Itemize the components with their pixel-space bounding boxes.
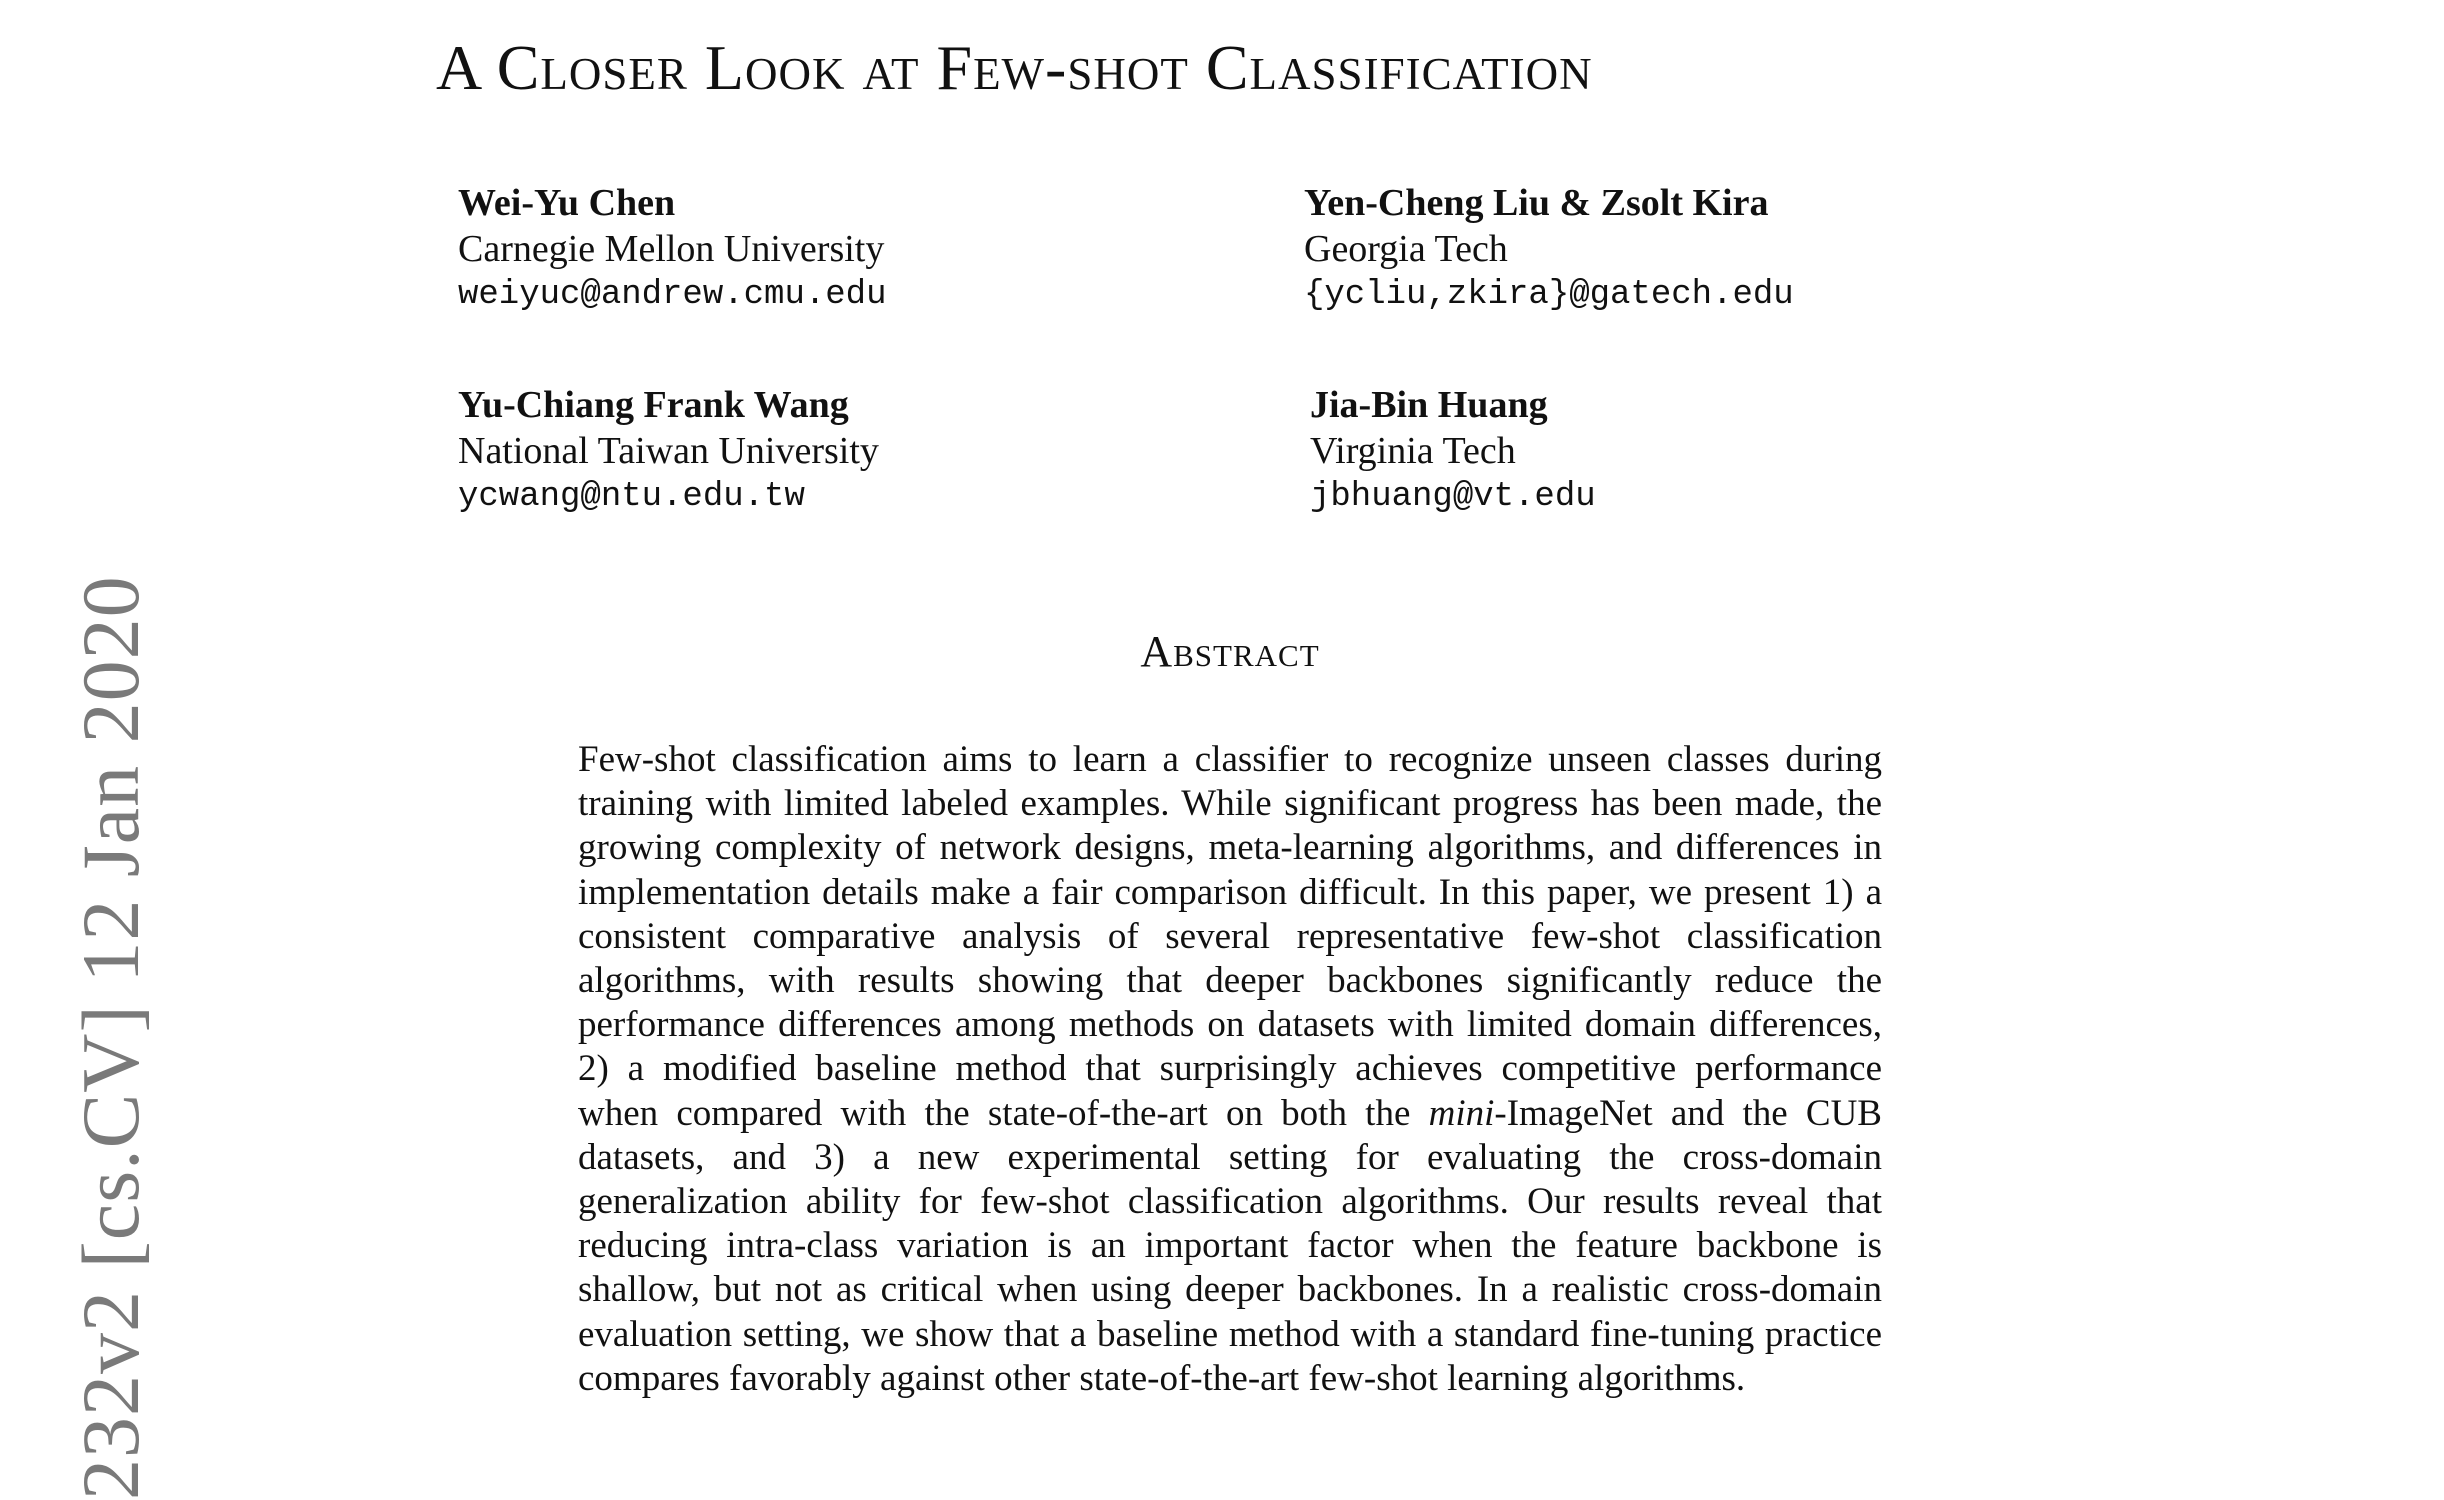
author-affiliation: Virginia Tech: [1310, 430, 1516, 472]
abstract-heading: Abstract: [1140, 627, 1320, 676]
author-name: Wei-Yu Chen: [458, 182, 676, 224]
abstract-text-part: -ImageNet and the CUB datasets, and 3) a new experimental setting for evaluating the cross-domain generalization ability for few-shot classification algorithms. Our results reveal that reducing intra-class variation is an important factor when the feature backbone is shallow, but not as critical when using deeper backbones. In a realistic cross-domain evaluation setting, we show that a baseline method with a standard fine-tuning practice compares favorably against other state-of-the-art few-shot learning algorithms.: [578, 1092, 1882, 1399]
paper-title: A Closer Look at Few-shot Classification: [436, 32, 1593, 103]
author-block: [458, 180, 1358, 318]
author-name: Yu-Chiang Frank Wang: [458, 384, 849, 426]
abstract-italic-text: mini: [1428, 1092, 1495, 1134]
author-affiliation: Carnegie Mellon University: [458, 228, 885, 270]
author-affiliation: Georgia Tech: [1304, 228, 1508, 270]
author-name: Yen-Cheng Liu & Zsolt Kira: [1304, 182, 1769, 224]
author-block: [1310, 382, 2210, 520]
author-email: ycwang@ntu.edu.tw: [458, 478, 805, 516]
author-email: {ycliu,zkira}@gatech.edu: [1304, 276, 1794, 314]
author-affiliation: National Taiwan University: [458, 430, 879, 472]
arxiv-identifier-stamp: 232v2 [cs.CV] 12 Jan 2020: [65, 575, 156, 1500]
abstract-text: [578, 738, 1882, 1401]
abstract-text-part: Few-shot classification aims to learn a classifier to recognize unseen classes during training with limited labeled examples. While significant progress has been made, the growing complexity of network designs, meta-learning algorithms, and differences in implementation details make a fair comparison difficult. In this paper, we present 1) a consistent comparative analysis of several representative few-shot classification algorithms, with results showing that deeper backbones significantly reduce the performance differences among methods on datasets with limited domain differences, 2) a modified baseline method that surprisingly achieves competitive performance when compared with the state-of-the-art on both the: [578, 739, 1882, 1134]
author-block: [458, 382, 1358, 520]
author-block: [1304, 180, 2204, 318]
author-email: weiyuc@andrew.cmu.edu: [458, 276, 887, 314]
author-name: Jia-Bin Huang: [1310, 384, 1548, 426]
author-email: jbhuang@vt.edu: [1310, 478, 1596, 516]
